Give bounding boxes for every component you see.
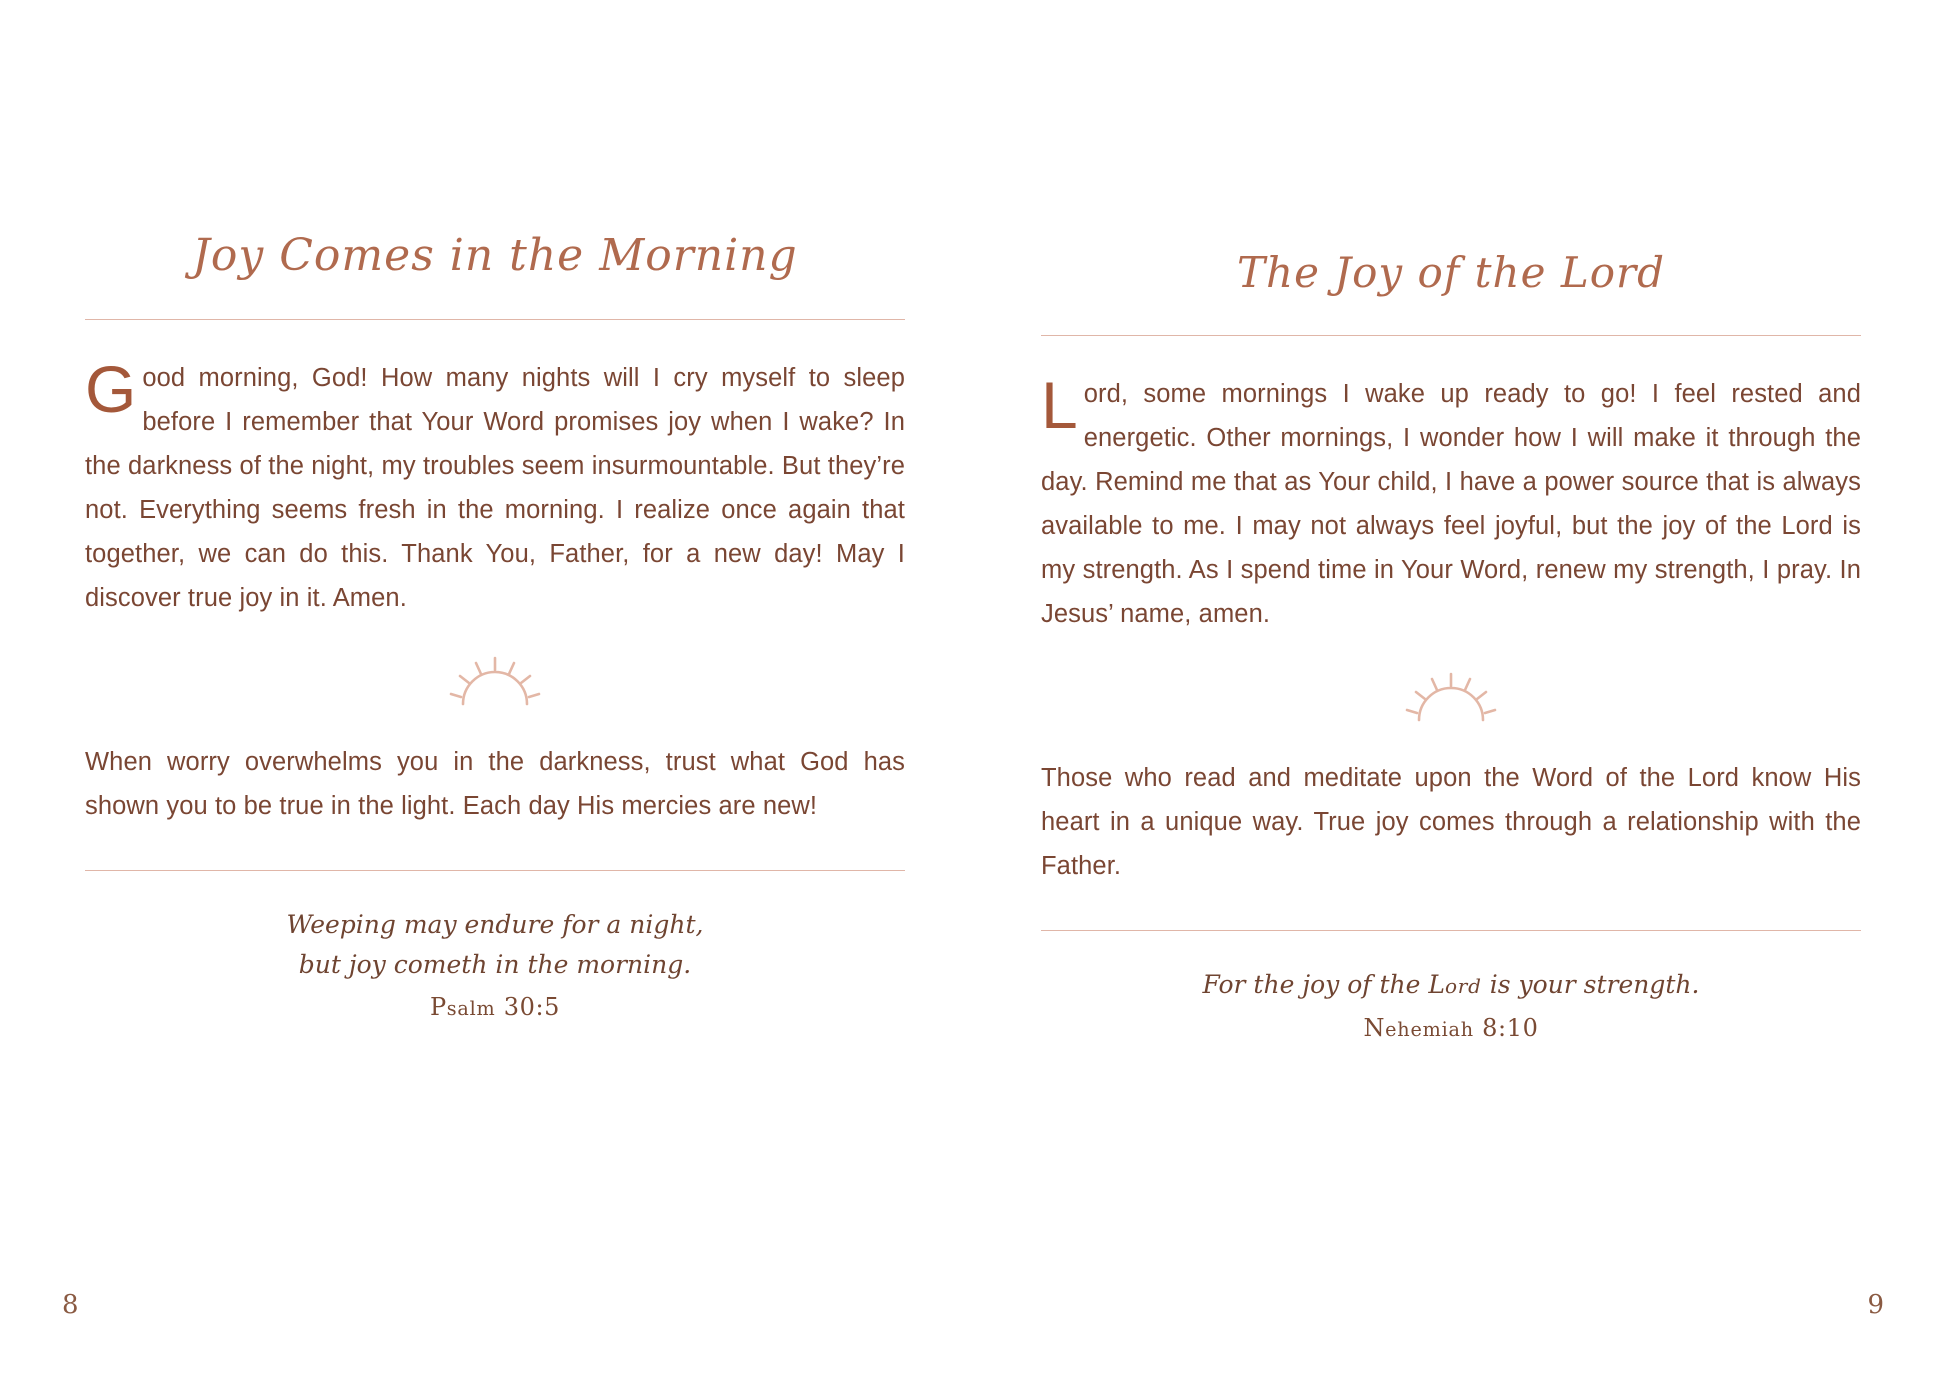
left-verse-line-1: Weeping may endure for a night,	[286, 910, 704, 939]
right-verse-reference	[1041, 1014, 1861, 1042]
left-reflection-text: When worry overwhelms you in the darkness, trust what God has shown you to be true in the light. Each day His mercies are new!	[85, 748, 905, 820]
right-verse-lord-rest: ord	[1444, 974, 1482, 998]
right-reflection-text: Those who read and meditate upon the Word of the Lord know His heart in a unique way. True joy comes through a relationship with the Father.	[1041, 764, 1861, 880]
right-page-title: The Joy of the Lord	[1237, 248, 1665, 297]
right-verse-ref-initial: N	[1363, 1014, 1386, 1042]
right-title-divider	[1041, 335, 1861, 336]
left-sunrise-divider	[85, 654, 905, 710]
right-prayer-dropcap: L	[1041, 368, 1078, 442]
right-prayer-block	[1041, 368, 1861, 636]
right-prayer-text: ord, some mornings I wake up ready to go! I feel rested and energetic. Other mornings, I wonder how I will make it through the day. Remind me that as Your child, I have a power source that is always available to me. I may not always feel joyful, but the joy of the Lord is my strength. As I spend time in Your Word, renew my strength, I pray. In Jesus’ name, amen.	[1041, 380, 1861, 628]
left-verse-block	[85, 905, 905, 1021]
left-verse-reference	[85, 993, 905, 1021]
left-verse-ref-number: 30:5	[503, 993, 561, 1021]
right-page-number: 9	[1867, 1290, 1884, 1320]
left-verse-ref-initial: P	[429, 993, 447, 1021]
left-prayer-dropcap: G	[85, 352, 137, 426]
right-verse-line-1	[1041, 965, 1861, 1006]
right-page	[973, 0, 1946, 1374]
right-verse-divider	[1041, 930, 1861, 931]
right-verse-ref-number: 8:10	[1482, 1014, 1539, 1042]
left-title-divider	[85, 319, 905, 320]
left-prayer-text: ood morning, God! How many nights will I cry myself to sleep before I remember that Your Word promises joy when I wake? In the darkness of the night, my troubles seem insurmountable. But they’re not. Everything seems fresh in the morning. I realize once again that together, we can do this. Thank You, Father, for a new day! May I discover true joy in it. Amen.	[85, 364, 905, 612]
right-verse-lord-initial: L	[1428, 970, 1445, 999]
right-verse-text-part1: For the joy of the	[1202, 970, 1429, 999]
right-verse-block	[1041, 965, 1861, 1042]
left-verse-ref-book: salm	[446, 997, 496, 1020]
left-verse-line-2: but joy cometh in the morning.	[298, 950, 692, 979]
left-page-number: 8	[62, 1290, 79, 1320]
right-verse-text-part2: is your strength.	[1481, 970, 1700, 999]
sunrise-icon	[445, 654, 545, 710]
right-sunrise-divider	[1041, 670, 1861, 726]
left-prayer-block	[85, 352, 905, 620]
right-verse-ref-book: ehemiah	[1385, 1018, 1474, 1041]
sunrise-icon	[1401, 670, 1501, 726]
left-verse-divider	[85, 870, 905, 871]
left-page-title: Joy Comes in the Morning	[192, 230, 798, 281]
